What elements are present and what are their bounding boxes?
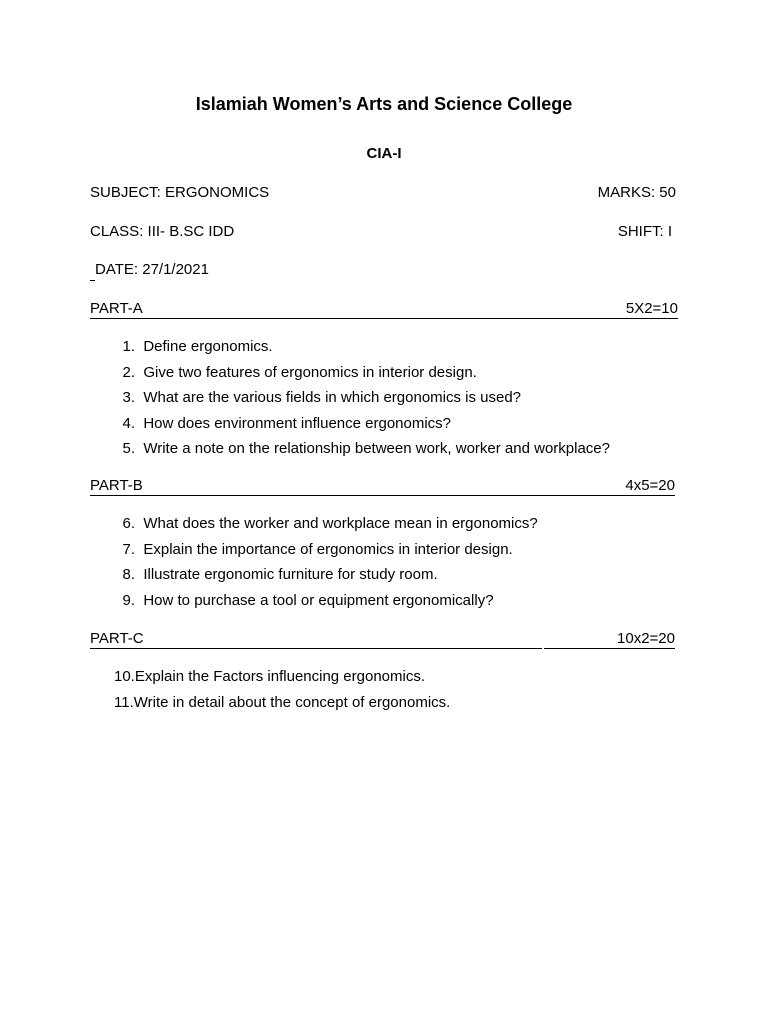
- class-line: CLASS: III- B.SC IDD: [90, 223, 235, 240]
- part-c-rule-right: [544, 648, 675, 649]
- question-number: 2.: [122, 363, 135, 381]
- question-item: [108, 337, 610, 363]
- question-text: What does the worker and workplace mean in ergonomics?: [143, 515, 538, 532]
- exam-title: CIA-I: [366, 145, 402, 162]
- question-text: Give two features of ergonomics in interior design.: [143, 363, 477, 381]
- question-text: How does environment influence ergonomics?: [143, 414, 452, 432]
- question-item: [108, 414, 610, 440]
- part-b-marks: 4x5=20: [625, 477, 675, 494]
- question-item: [114, 693, 450, 719]
- question-number: 5.: [122, 440, 135, 457]
- question-number: 1.: [122, 338, 135, 355]
- part-c-label: PART-C: [90, 630, 144, 647]
- question-item: [114, 667, 450, 693]
- total-marks: MARKS: 50: [597, 184, 676, 201]
- part-a-heading: [90, 299, 678, 319]
- part-b-rule: [90, 495, 675, 496]
- part-c-heading: [90, 629, 675, 649]
- part-c-marks: 10x2=20: [617, 630, 675, 647]
- question-item: [108, 363, 610, 389]
- question-number: 6.: [122, 515, 135, 532]
- date-line: DATE: 27/1/2021: [95, 261, 209, 278]
- question-item: [108, 540, 538, 566]
- question-number: 9.: [122, 591, 135, 609]
- question-text: Write in detail about the concept of ergonomics.: [133, 693, 451, 711]
- question-number: 11.: [114, 693, 134, 711]
- part-c-questions: [114, 667, 450, 718]
- part-b-label: PART-B: [90, 477, 143, 494]
- question-item: [108, 439, 610, 465]
- college-name: Islamiah Women’s Arts and Science College: [195, 94, 573, 114]
- question-text: Write a note on the relationship between work, worker and workplace?: [143, 440, 610, 457]
- question-text: Explain the Factors influencing ergonomics.: [134, 668, 426, 685]
- underline-mark: [90, 280, 95, 281]
- part-a-marks: 5X2=10: [625, 300, 678, 317]
- part-a-rule: [90, 318, 678, 319]
- shift-line: SHIFT: I: [617, 223, 672, 240]
- question-item: [108, 565, 538, 591]
- part-b-questions: [108, 514, 538, 616]
- question-number: 4.: [122, 414, 135, 432]
- question-text: What are the various fields in which ergonomics is used?: [143, 389, 522, 406]
- question-number: 3.: [122, 389, 135, 406]
- question-number: 8.: [122, 566, 135, 583]
- question-text: Define ergonomics.: [143, 338, 273, 355]
- question-item: [108, 591, 538, 617]
- question-item: [108, 388, 610, 414]
- question-text: Illustrate ergonomic furniture for study room.: [143, 566, 438, 583]
- question-number: 7.: [122, 540, 135, 558]
- subject-line: SUBJECT: ERGONOMICS: [90, 184, 270, 201]
- part-b-heading: [90, 476, 675, 496]
- question-text: Explain the importance of ergonomics in interior design.: [143, 540, 513, 558]
- question-text: How to purchase a tool or equipment ergonomically?: [143, 591, 494, 609]
- part-c-rule-left: [90, 648, 542, 649]
- question-item: [108, 514, 538, 540]
- question-number: 10.: [114, 668, 135, 685]
- part-a-label: PART-A: [90, 300, 143, 317]
- part-a-questions: [108, 337, 610, 465]
